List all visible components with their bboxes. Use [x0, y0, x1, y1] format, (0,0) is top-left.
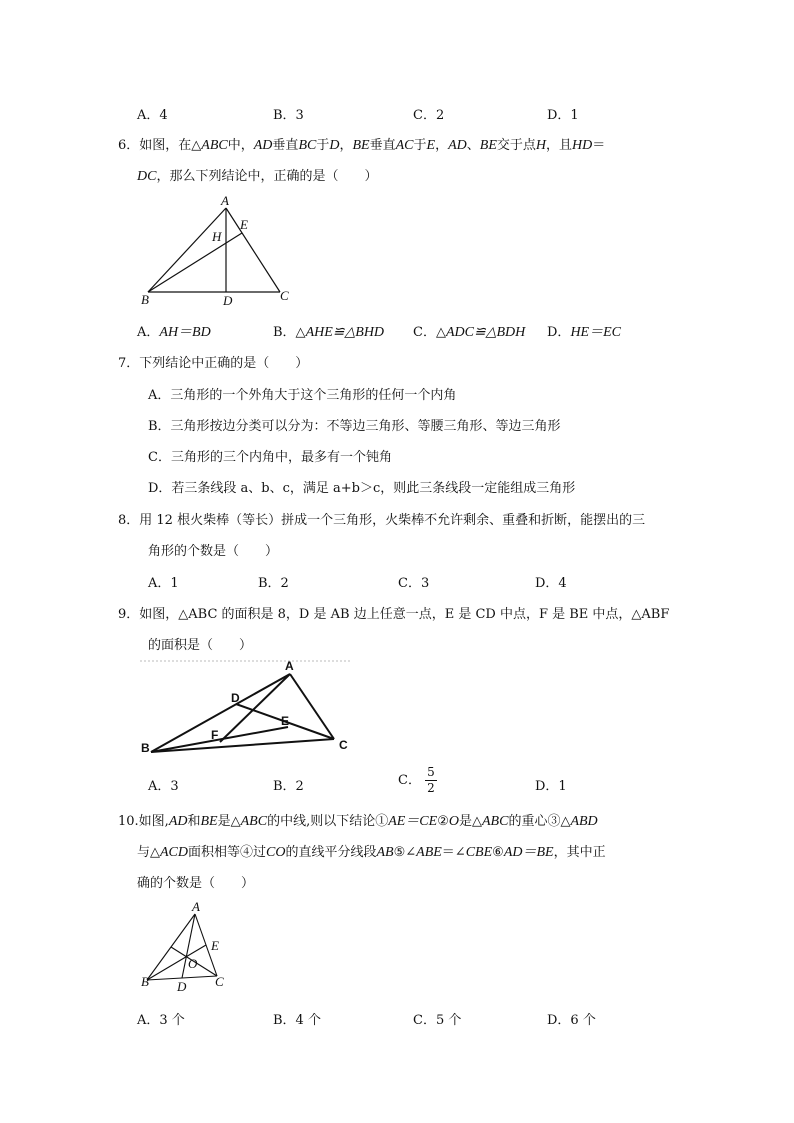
- q9-option-b: B．2: [273, 779, 304, 794]
- q9-label-f: F: [211, 728, 219, 742]
- q5-option-d: D．1: [547, 108, 579, 123]
- q8-option-d: D．4: [535, 576, 567, 591]
- q10-option-b: B．4 个: [273, 1013, 321, 1028]
- q9-fraction: $\frac{5}{2}$: [427, 765, 435, 795]
- q8-stem-line2: 角形的个数是（ ）: [148, 544, 279, 559]
- q9-label-b: B: [141, 741, 150, 755]
- q7-option-b: B．三角形按边分类可以分为：不等边三角形、等腰三角形、等边三角形: [148, 419, 561, 434]
- q10-option-d: D．6 个: [547, 1013, 596, 1028]
- q9-option-a: A．3: [148, 779, 179, 794]
- q10-figure: [135, 900, 235, 996]
- q10-stem-line1: 10.如图,AD和BE是△ABC的中线,则以下结论①AE＝CE②O是△ABC的重心③△ABD: [118, 814, 598, 829]
- q6-label-b: B: [141, 292, 149, 307]
- q6-option-c: C．△ADC≌△BDH: [413, 325, 526, 340]
- q10-label-d: D: [177, 979, 187, 994]
- q9-label-a: A: [285, 659, 294, 673]
- q6-label-d: D: [223, 293, 233, 308]
- q10-option-a: A．3 个: [137, 1013, 185, 1028]
- q7-option-a: A．三角形的一个外角大于这个三角形的任何一个内角: [148, 388, 457, 403]
- q9-label-e: E: [281, 714, 290, 728]
- q10-label-c: C: [215, 974, 224, 989]
- q6-option-d: D．HE＝EC: [547, 325, 621, 340]
- q8-option-a: A．1: [148, 576, 179, 591]
- q10-label-a: A: [192, 900, 200, 914]
- q8-option-c: C．3: [398, 576, 430, 591]
- q10-stem-line2: 与△ACD面积相等④过CO的直线平分线段AB⑤∠ABE＝∠CBE⑥AD＝BE，其中正: [137, 845, 606, 860]
- q6-label-e: E: [240, 217, 248, 232]
- q5-option-a: A．4: [137, 108, 168, 123]
- q5-option-b: B．3: [273, 108, 304, 123]
- q9-option-c: C． $\frac{5}{2}$: [398, 765, 435, 795]
- q10-label-o: O: [188, 956, 198, 971]
- q9-option-d: D．1: [535, 779, 567, 794]
- q7-option-c: C．三角形的三个内角中，最多有一个钝角: [148, 450, 392, 465]
- q10-stem-line3: 确的个数是（ ）: [137, 876, 255, 891]
- q10-label-b: B: [141, 974, 149, 989]
- q9-stem-line2: 的面积是（ ）: [148, 638, 253, 653]
- q9-stem-line1: 9．如图，△ABC 的面积是 8，D 是 AB 边上任意一点，E 是 CD 中点，F 是 BE 中点，△ABF: [118, 607, 670, 622]
- q6-label-a: A: [221, 193, 229, 208]
- q10-option-c: C．5 个: [413, 1013, 462, 1028]
- q8-stem-line1: 8．用 12 根火柴棒（等长）拼成一个三角形，火柴棒不允许剩余、重叠和折断，能摆出的三: [118, 513, 646, 528]
- q6-label-c: C: [280, 288, 289, 303]
- q10-label-e: E: [211, 938, 219, 953]
- q8-option-b: B．2: [258, 576, 289, 591]
- q6-stem-line1: 6．如图，在△ABC中，AD垂直BC于D，BE垂直AC于E，AD、BE交于点H，且HD＝: [118, 138, 606, 153]
- q6-stem-line2: DC，那么下列结论中，正确的是（ ）: [137, 169, 378, 184]
- q9-figure: [138, 656, 358, 758]
- q6-option-b: B．△AHE≌△BHD: [273, 325, 385, 340]
- q7-option-d: D．若三条线段 a、b、c，满足 a+b＞c，则此三条线段一定能组成三角形: [148, 481, 576, 496]
- q6-label-h: H: [212, 229, 222, 244]
- q6-option-a: A．AH＝BD: [137, 325, 211, 340]
- q6-figure: [130, 192, 320, 314]
- q9-label-d: D: [231, 691, 240, 705]
- q5-option-c: C．2: [413, 108, 445, 123]
- q7-stem: 7．下列结论中正确的是（ ）: [118, 356, 309, 371]
- q9-label-c: C: [339, 738, 348, 752]
